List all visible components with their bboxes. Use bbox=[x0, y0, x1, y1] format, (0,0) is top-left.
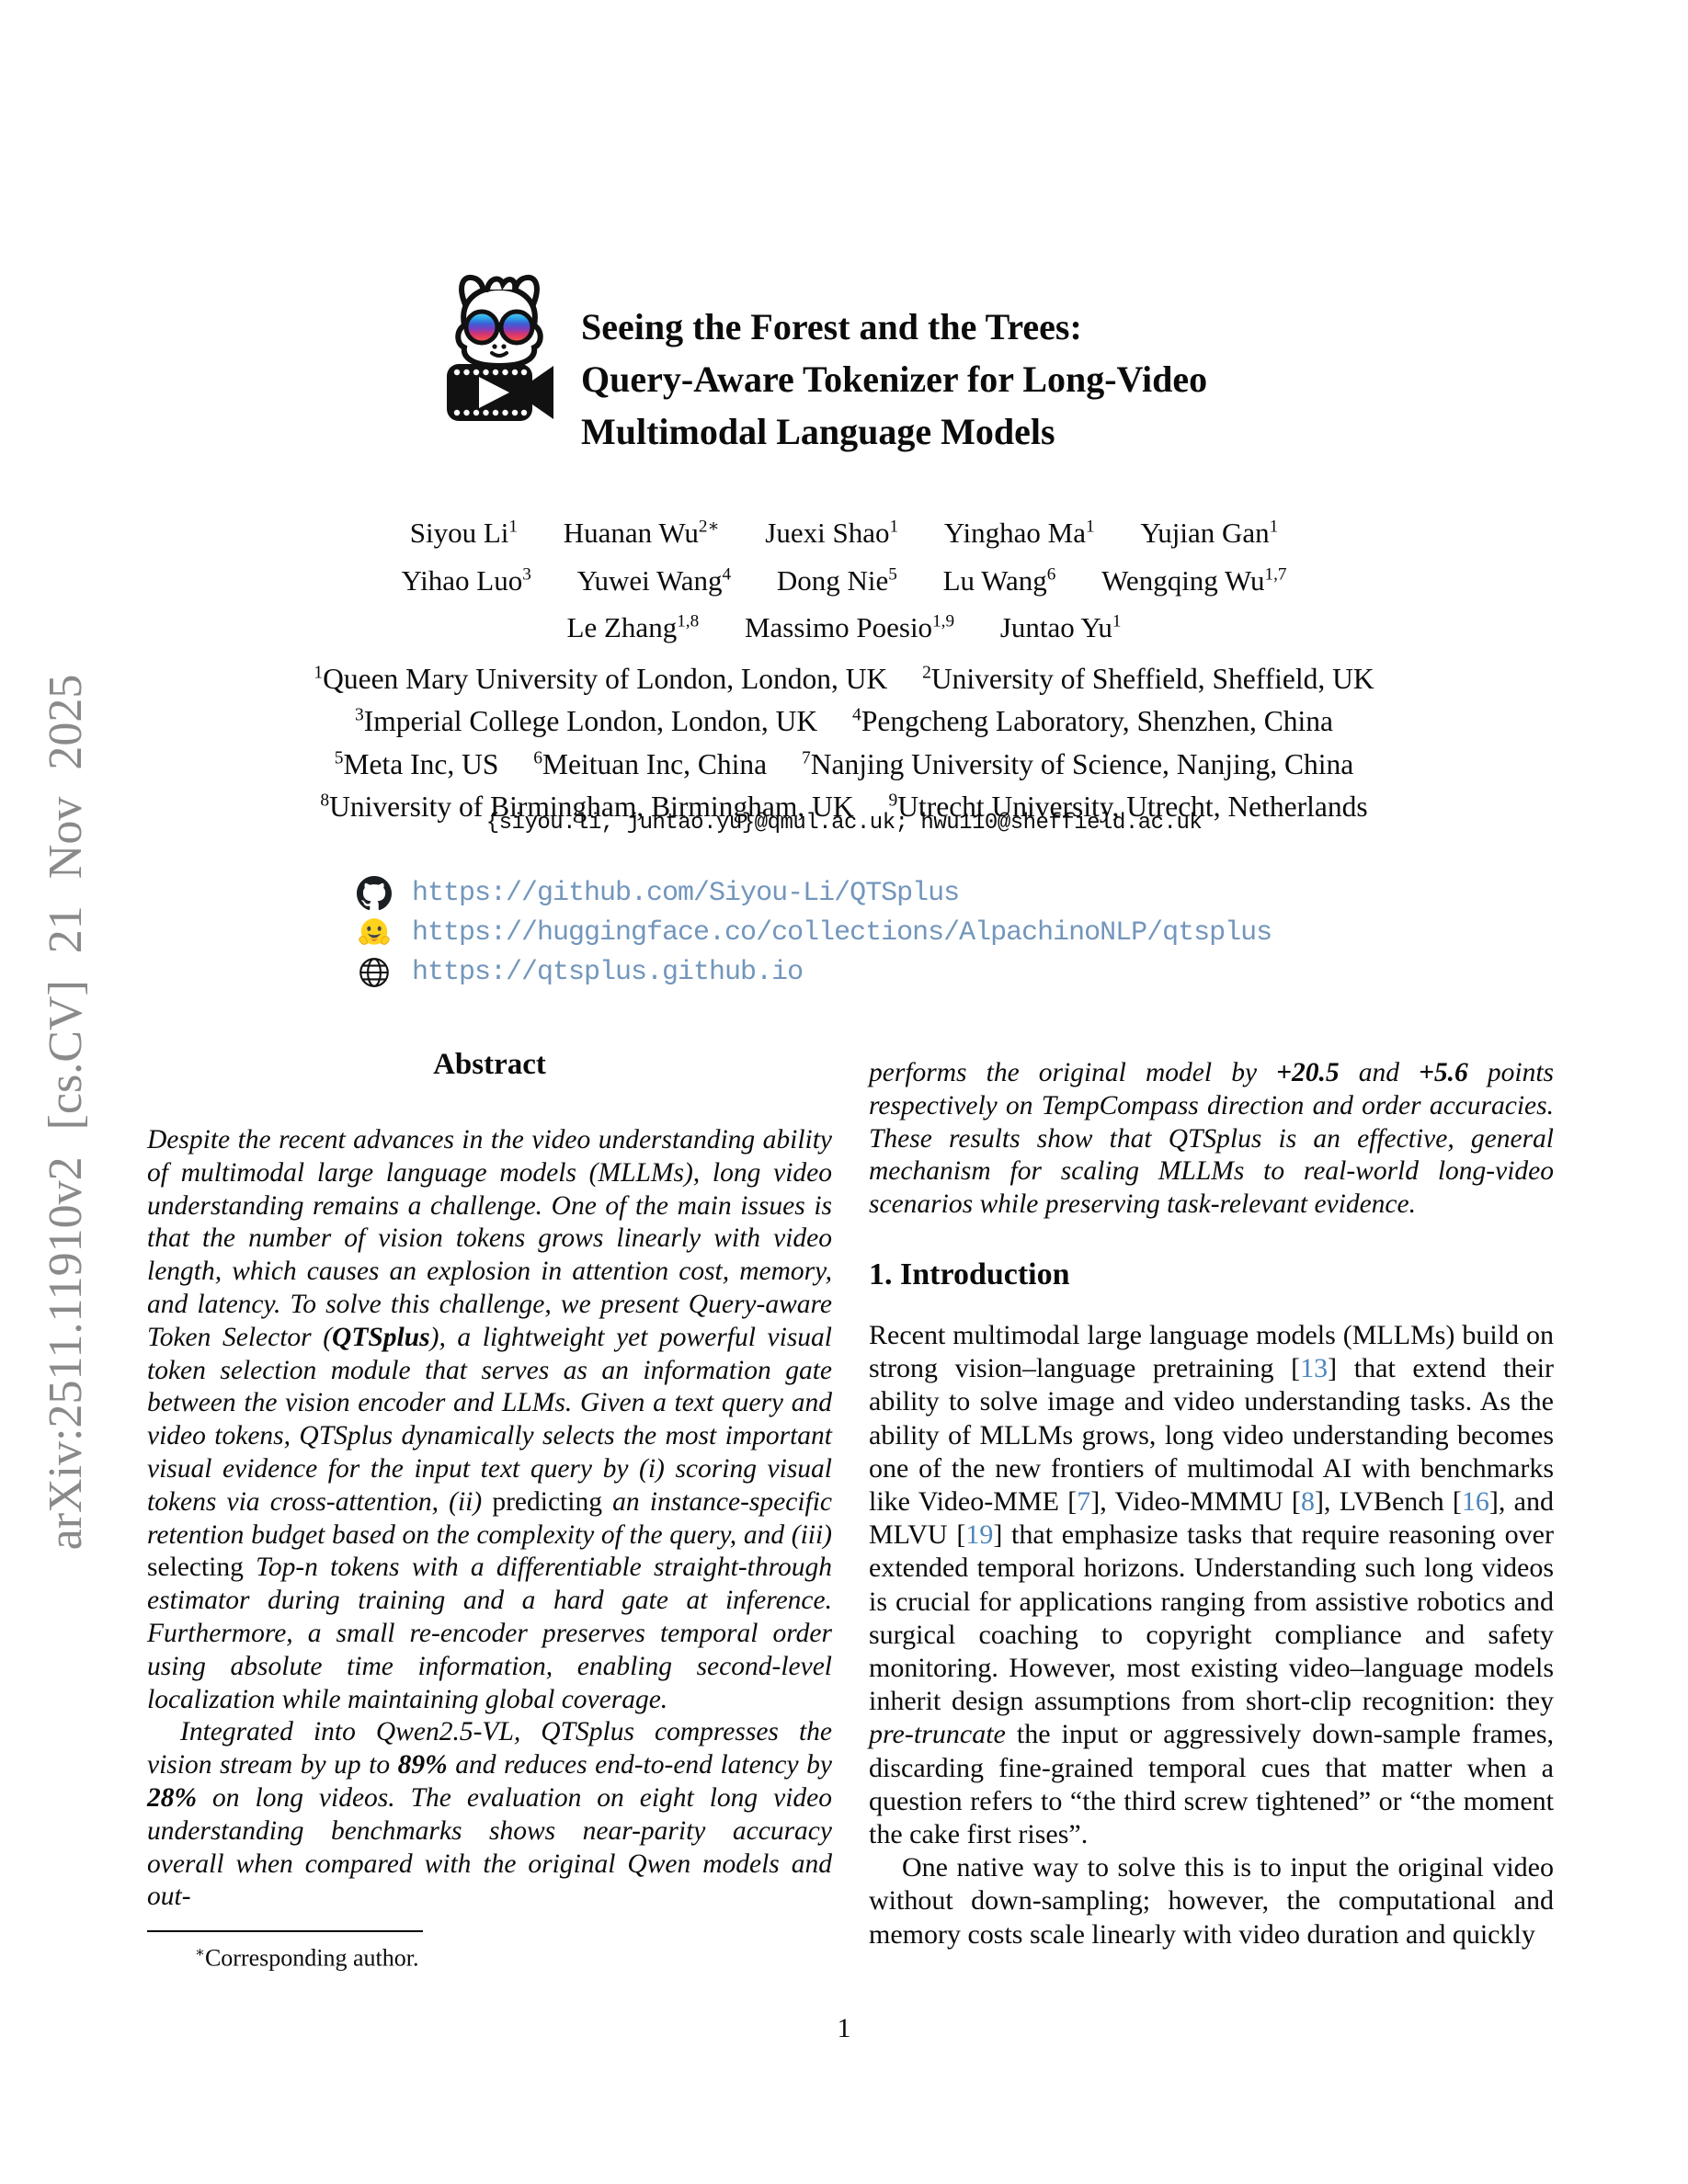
text-segment: an instance-specific retention budget based on the complexity of the query, and (iii) bbox=[147, 1486, 832, 1550]
arxiv-watermark: arXiv:2511.11910v2 [cs.CV] 21 Nov 2025 bbox=[40, 674, 92, 1551]
author bbox=[1140, 517, 1278, 549]
affiliation-sup: 2 bbox=[922, 663, 931, 682]
author-name: Juntao Yu bbox=[999, 610, 1112, 643]
text-segment: pre-truncate bbox=[869, 1719, 1006, 1750]
affiliation-sup: 3 bbox=[355, 705, 364, 725]
affiliation bbox=[533, 748, 767, 780]
affiliation-text: Imperial College London, London, UK bbox=[363, 705, 818, 737]
right-column bbox=[869, 1057, 1554, 1951]
author bbox=[765, 517, 898, 549]
link-row bbox=[357, 873, 1272, 913]
author-sup: 6 bbox=[1046, 564, 1056, 585]
text-segment: Integrated into Qwen2.5-VL, QTSplus compresses the vision stream by up to bbox=[147, 1717, 832, 1780]
author-name: Yujian Gan bbox=[1140, 517, 1270, 550]
title-line-1: Seeing the Forest and the Trees: bbox=[581, 305, 1082, 347]
author bbox=[943, 564, 1056, 597]
text-segment: and bbox=[1339, 1058, 1420, 1087]
affiliation-sup: 8 bbox=[320, 791, 330, 811]
text-segment: points respectively on TempCompass direction and order accuracies. These results show that QTSplus is an effective, general mechanism for scaling MLLMs to real-world long-video scenarios while preserving task-relevant evidence. bbox=[869, 1058, 1555, 1220]
author-row bbox=[0, 553, 1688, 600]
author-sup: 1 bbox=[508, 518, 518, 537]
author-list bbox=[0, 506, 1688, 648]
author bbox=[401, 564, 530, 597]
author-sup: 1,7 bbox=[1264, 564, 1287, 585]
page-number: 1 bbox=[837, 2013, 851, 2043]
author-sup: 1 bbox=[1269, 518, 1279, 537]
project-page-link[interactable]: https://qtsplus.github.io bbox=[412, 956, 804, 988]
text-segment: Despite the recent advances in the video understanding ability of multimodal large language models (MLLMs), long video understanding remains a challenge. One of the main issues is that the number of vision tokens grows linearly with video length, which causes an explosion in attention cost, memory, and latency. To solve this challenge, we present Query-aware Token Selector ( bbox=[147, 1125, 832, 1352]
affiliation bbox=[852, 705, 1333, 737]
author-name: Siyou Li bbox=[409, 517, 509, 550]
globe-icon bbox=[357, 955, 392, 990]
resource-links bbox=[357, 873, 1272, 992]
affiliation-sup: 6 bbox=[533, 748, 542, 768]
text-segment: ], Video-MMMU [ bbox=[1090, 1486, 1301, 1517]
author-row bbox=[0, 601, 1688, 648]
text-segment: the input or aggressively down-sample frames, discarding fine-grained temporal cues that matter when a question refers to “the third screw tightened” or “the moment the cake first rises”. bbox=[869, 1719, 1554, 1850]
corresponding-author-footnote bbox=[147, 1943, 880, 1973]
author bbox=[1101, 564, 1286, 597]
text-segment: ), a lightweight yet powerful visual token selection module that serves as an information gate between the vision encoder and LLMs. Given a text query and video tokens, QTSplus dynamically selects the most important visual evidence for the input text query by (i) scoring visual tokens via cross-attention, (ii) bbox=[147, 1322, 832, 1517]
text-segment: ] that emphasize tasks that require reasoning over extended temporal horizons. Understanding such long videos is crucial for applications ranging from assistive robotics and surgical coaching to copyright compliance and safety monitoring. However, most existing video–language models inherit design assumptions from short-clip recognition: they bbox=[869, 1519, 1554, 1717]
author-sup: 1 bbox=[889, 518, 899, 537]
abstract-paragraph-1 bbox=[147, 1124, 832, 1716]
intro-paragraph-2 bbox=[869, 1851, 1554, 1951]
footnote-text: Corresponding author. bbox=[204, 1944, 419, 1972]
citation-link[interactable]: 7 bbox=[1077, 1486, 1091, 1517]
github-link[interactable]: https://github.com/Siyou-Li/QTSplus bbox=[412, 877, 960, 909]
affiliation-sup: 4 bbox=[852, 705, 861, 725]
author-name: Lu Wang bbox=[942, 563, 1047, 597]
affiliation-text: Meta Inc, US bbox=[343, 747, 499, 780]
author-row bbox=[0, 506, 1688, 553]
affiliation-text: Pengcheng Laboratory, Shenzhen, China bbox=[861, 705, 1333, 737]
affiliation bbox=[355, 705, 817, 737]
author bbox=[777, 564, 897, 597]
affiliation-sup: 5 bbox=[334, 748, 344, 768]
text-segment: 89% bbox=[397, 1750, 448, 1780]
citation-link[interactable]: 19 bbox=[965, 1519, 994, 1551]
author-name: Le Zhang bbox=[566, 610, 678, 643]
author bbox=[410, 517, 518, 549]
affiliation-text: Meituan Inc, China bbox=[542, 747, 768, 780]
author-emails: {siyou.li, juntao.yu}@qmul.ac.uk; hwu110@sheffield.ac.uk bbox=[485, 811, 1203, 836]
text-segment: ], and MLVU [ bbox=[869, 1486, 1554, 1551]
author-sup: 3 bbox=[522, 564, 531, 585]
citation-link[interactable]: 13 bbox=[1300, 1353, 1329, 1384]
text-segment: +20.5 bbox=[1276, 1058, 1340, 1087]
text-segment: performs the original model by bbox=[869, 1058, 1277, 1087]
abstract-paragraph-2 bbox=[147, 1716, 832, 1914]
affiliation-sup: 1 bbox=[314, 663, 324, 682]
text-segment: Top-n tokens with a differentiable straight-through estimator during training and a hard gate at inference. Furthermore, a small re-encoder preserves temporal order using absolute time information, enabling second-level localization while maintaining global coverage. bbox=[147, 1553, 832, 1714]
affiliation bbox=[922, 663, 1374, 695]
text-segment: and reduces end-to-end latency by bbox=[447, 1750, 832, 1780]
author-sup: 1,8 bbox=[677, 611, 700, 631]
citation-link[interactable]: 16 bbox=[1461, 1486, 1489, 1517]
author-name: Yinghao Ma bbox=[943, 517, 1086, 550]
qtsplus-llama-logo bbox=[443, 268, 555, 425]
title-line-2: Query-Aware Tokenizer for Long-Video bbox=[581, 358, 1208, 400]
author-name: Dong Nie bbox=[776, 563, 889, 597]
author bbox=[564, 517, 720, 549]
text-segment: on long videos. The evaluation on eight long video understanding benchmarks shows near-parity accuracy overall when compared with the original Qwen models and out- bbox=[147, 1782, 832, 1912]
author bbox=[1000, 611, 1122, 643]
text-segment: selecting bbox=[147, 1553, 244, 1583]
affiliation-text: University of Birmingham, Birmingham, UK bbox=[329, 791, 854, 823]
author-name: Massimo Poesio bbox=[744, 610, 933, 643]
author-name: Wengqing Wu bbox=[1101, 563, 1265, 597]
author bbox=[567, 611, 700, 643]
author-sup: 1 bbox=[1085, 518, 1095, 537]
author-sup: 1 bbox=[1112, 611, 1122, 631]
affiliation-text: Nanjing University of Science, Nanjing, China bbox=[810, 747, 1354, 780]
github-icon bbox=[357, 876, 392, 911]
affiliation-sup: 7 bbox=[801, 748, 811, 768]
text-segment: Recent multimodal large language models (MLLMs) build on strong vision–language pretraining [ bbox=[869, 1319, 1554, 1384]
author-name: Huanan Wu bbox=[563, 517, 699, 550]
text-segment: ], LVBench [ bbox=[1314, 1486, 1462, 1517]
affiliation-row bbox=[0, 740, 1688, 783]
affiliation bbox=[314, 663, 887, 695]
abstract-heading: Abstract bbox=[433, 1048, 546, 1081]
affiliation bbox=[335, 748, 499, 780]
title-line-3: Multimodal Language Models bbox=[581, 410, 1055, 452]
text-segment: One native way to solve this is to input the original video without down-sampling; however, the computational and memory costs scale linearly with video duration and quickly bbox=[869, 1852, 1554, 1950]
text-segment: QTSplus bbox=[332, 1322, 430, 1352]
affiliation-list bbox=[0, 654, 1688, 825]
affiliation-text: Utrecht University, Utrecht, Netherlands bbox=[897, 791, 1368, 823]
author bbox=[577, 564, 732, 597]
left-column bbox=[147, 1048, 832, 1914]
abstract-continuation bbox=[869, 1057, 1554, 1222]
citation-link[interactable]: 8 bbox=[1300, 1486, 1315, 1517]
author-sup: 2∗ bbox=[698, 518, 720, 537]
intro-paragraph-1 bbox=[869, 1319, 1554, 1851]
text-segment: +5.6 bbox=[1419, 1058, 1468, 1087]
author-sup: 5 bbox=[888, 564, 897, 585]
author bbox=[944, 517, 1095, 549]
affiliation-text: Queen Mary University of London, London, UK bbox=[323, 662, 888, 695]
author bbox=[745, 611, 954, 643]
affiliation-row bbox=[0, 654, 1688, 698]
affiliation bbox=[802, 748, 1353, 780]
huggingface-link[interactable]: https://huggingface.co/collections/AlpachinoNLP/qtsplus bbox=[412, 916, 1272, 949]
llama-camera-icon bbox=[443, 268, 555, 425]
link-row bbox=[357, 913, 1272, 952]
text-segment: predicting bbox=[492, 1486, 602, 1517]
footnote-marker: ∗ bbox=[195, 1945, 205, 1961]
affiliation-row bbox=[0, 698, 1688, 741]
affiliation-sup: 9 bbox=[888, 791, 898, 811]
section-heading-introduction: 1. Introduction bbox=[869, 1257, 1070, 1291]
huggingface-icon bbox=[357, 916, 392, 950]
link-row bbox=[357, 952, 1272, 992]
author-name: Yihao Luo bbox=[401, 563, 523, 597]
author-name: Juexi Shao bbox=[765, 517, 890, 550]
author-name: Yuwei Wang bbox=[576, 563, 723, 597]
paper-title bbox=[581, 301, 1207, 458]
author-sup: 1,9 bbox=[932, 611, 955, 631]
affiliation-text: University of Sheffield, Sheffield, UK bbox=[930, 662, 1374, 695]
text-segment: ] that extend their ability to solve image and video understanding tasks. As the ability of MLLMs grows, long video understanding becomes one of the new frontiers of multimodal AI with benchmarks like Video-MME [ bbox=[869, 1353, 1554, 1517]
footnote-rule bbox=[147, 1930, 423, 1932]
author-sup: 4 bbox=[722, 564, 732, 585]
text-segment: 28% bbox=[147, 1782, 198, 1813]
